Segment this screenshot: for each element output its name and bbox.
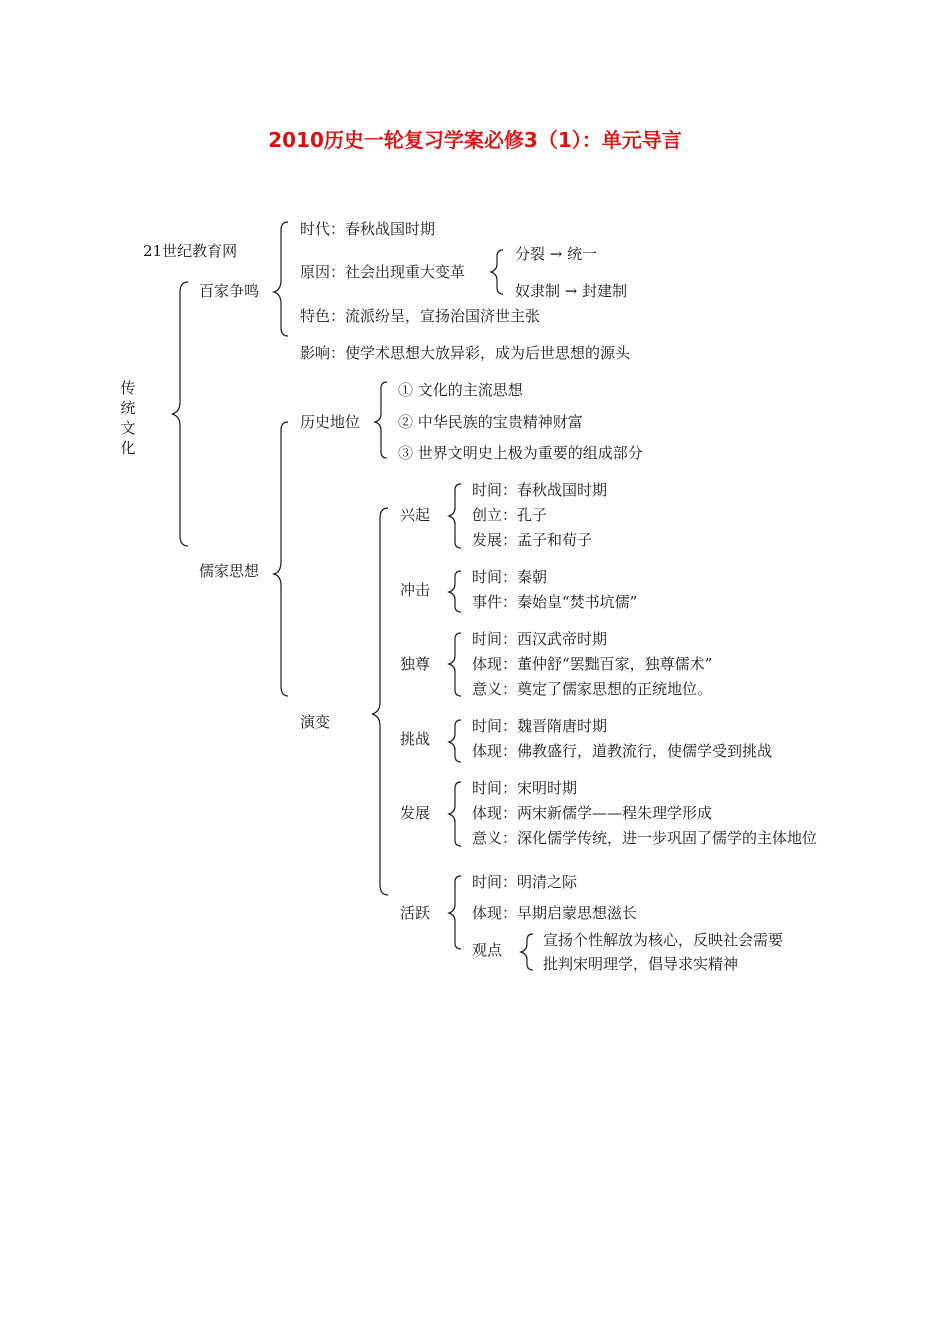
stage-bracket	[449, 571, 461, 612]
view-bracket	[521, 934, 533, 970]
stage-name: 活跃	[400, 904, 431, 922]
stage-name: 发展	[400, 804, 431, 822]
stage-bracket	[449, 484, 461, 548]
stage-item: 时间：西汉武帝时期	[472, 630, 608, 648]
view-label: 观点	[472, 941, 503, 959]
position-item: ② 中华民族的宝贵精神财富	[398, 413, 583, 431]
stage-item: 体现：董仲舒“罢黜百家，独尊儒术”	[472, 655, 713, 673]
position-item: ③ 世界文明史上极为重要的组成部分	[398, 444, 643, 462]
rujia-label: 儒家思想	[199, 562, 260, 580]
baijia-label: 百家争鸣	[199, 282, 260, 300]
stage-bracket	[449, 633, 461, 696]
watermark-text: 21世纪教育网	[143, 242, 238, 260]
stage-item: 时间：宋明时期	[472, 779, 578, 797]
stage-bracket	[449, 876, 461, 949]
view-item: 宣扬个性解放为核心，反映社会需要	[543, 931, 784, 949]
baijia-time: 时代：春秋战国时期	[300, 220, 436, 238]
stage-item: 时间：魏晋隋唐时期	[472, 717, 608, 735]
stage-bracket	[449, 782, 461, 846]
evolution-bracket	[372, 508, 388, 895]
baijia-reason-sub1: 分裂 → 统一	[515, 245, 598, 263]
stage-item: 发展：孟子和荀子	[472, 531, 593, 549]
stage-item: 时间：秦朝	[472, 568, 548, 586]
reason-bracket	[491, 250, 503, 294]
position-item: ① 文化的主流思想	[398, 381, 523, 399]
stage-item: 体现：早期启蒙思想滋长	[472, 904, 638, 922]
baijia-influence: 影响：使学术思想大放异彩，成为后世思想的源头	[300, 344, 631, 362]
stage-item: 时间：春秋战国时期	[472, 481, 608, 499]
stage-name: 兴起	[400, 506, 431, 524]
rujia-bracket	[274, 422, 288, 696]
baijia-bracket	[274, 222, 288, 336]
baijia-reason: 原因：社会出现重大变革	[300, 263, 466, 281]
baijia-feature: 特色：流派纷呈，宣扬治国济世主张	[300, 307, 541, 325]
baijia-reason-sub2: 奴隶制 → 封建制	[515, 282, 628, 300]
stage-bracket	[449, 720, 461, 762]
page-title: 2010历史一轮复习学案必修3（1）：单元导言	[268, 128, 682, 152]
root-label: 传统文化	[120, 379, 136, 457]
position-bracket	[375, 382, 387, 458]
stage-item: 意义：奠定了儒家思想的正统地位。	[472, 680, 713, 698]
evolution-label: 演变	[300, 713, 331, 731]
stage-name: 冲击	[400, 581, 431, 599]
stage-item: 事件：秦始皇“焚书坑儒”	[472, 593, 638, 611]
position-label: 历史地位	[300, 413, 361, 431]
stage-item: 创立：孔子	[472, 506, 548, 524]
stage-name: 独尊	[400, 655, 431, 673]
stage-name: 挑战	[400, 730, 431, 748]
view-item: 批判宋明理学，倡导求实精神	[543, 955, 739, 973]
root-bracket	[172, 282, 188, 546]
stage-item: 体现：两宋新儒学——程朱理学形成	[472, 804, 713, 822]
stage-item: 时间：明清之际	[472, 873, 578, 891]
stage-item: 体现：佛教盛行，道教流行，使儒学受到挑战	[472, 742, 773, 760]
stage-item: 意义：深化儒学传统，进一步巩固了儒学的主体地位	[472, 829, 818, 847]
